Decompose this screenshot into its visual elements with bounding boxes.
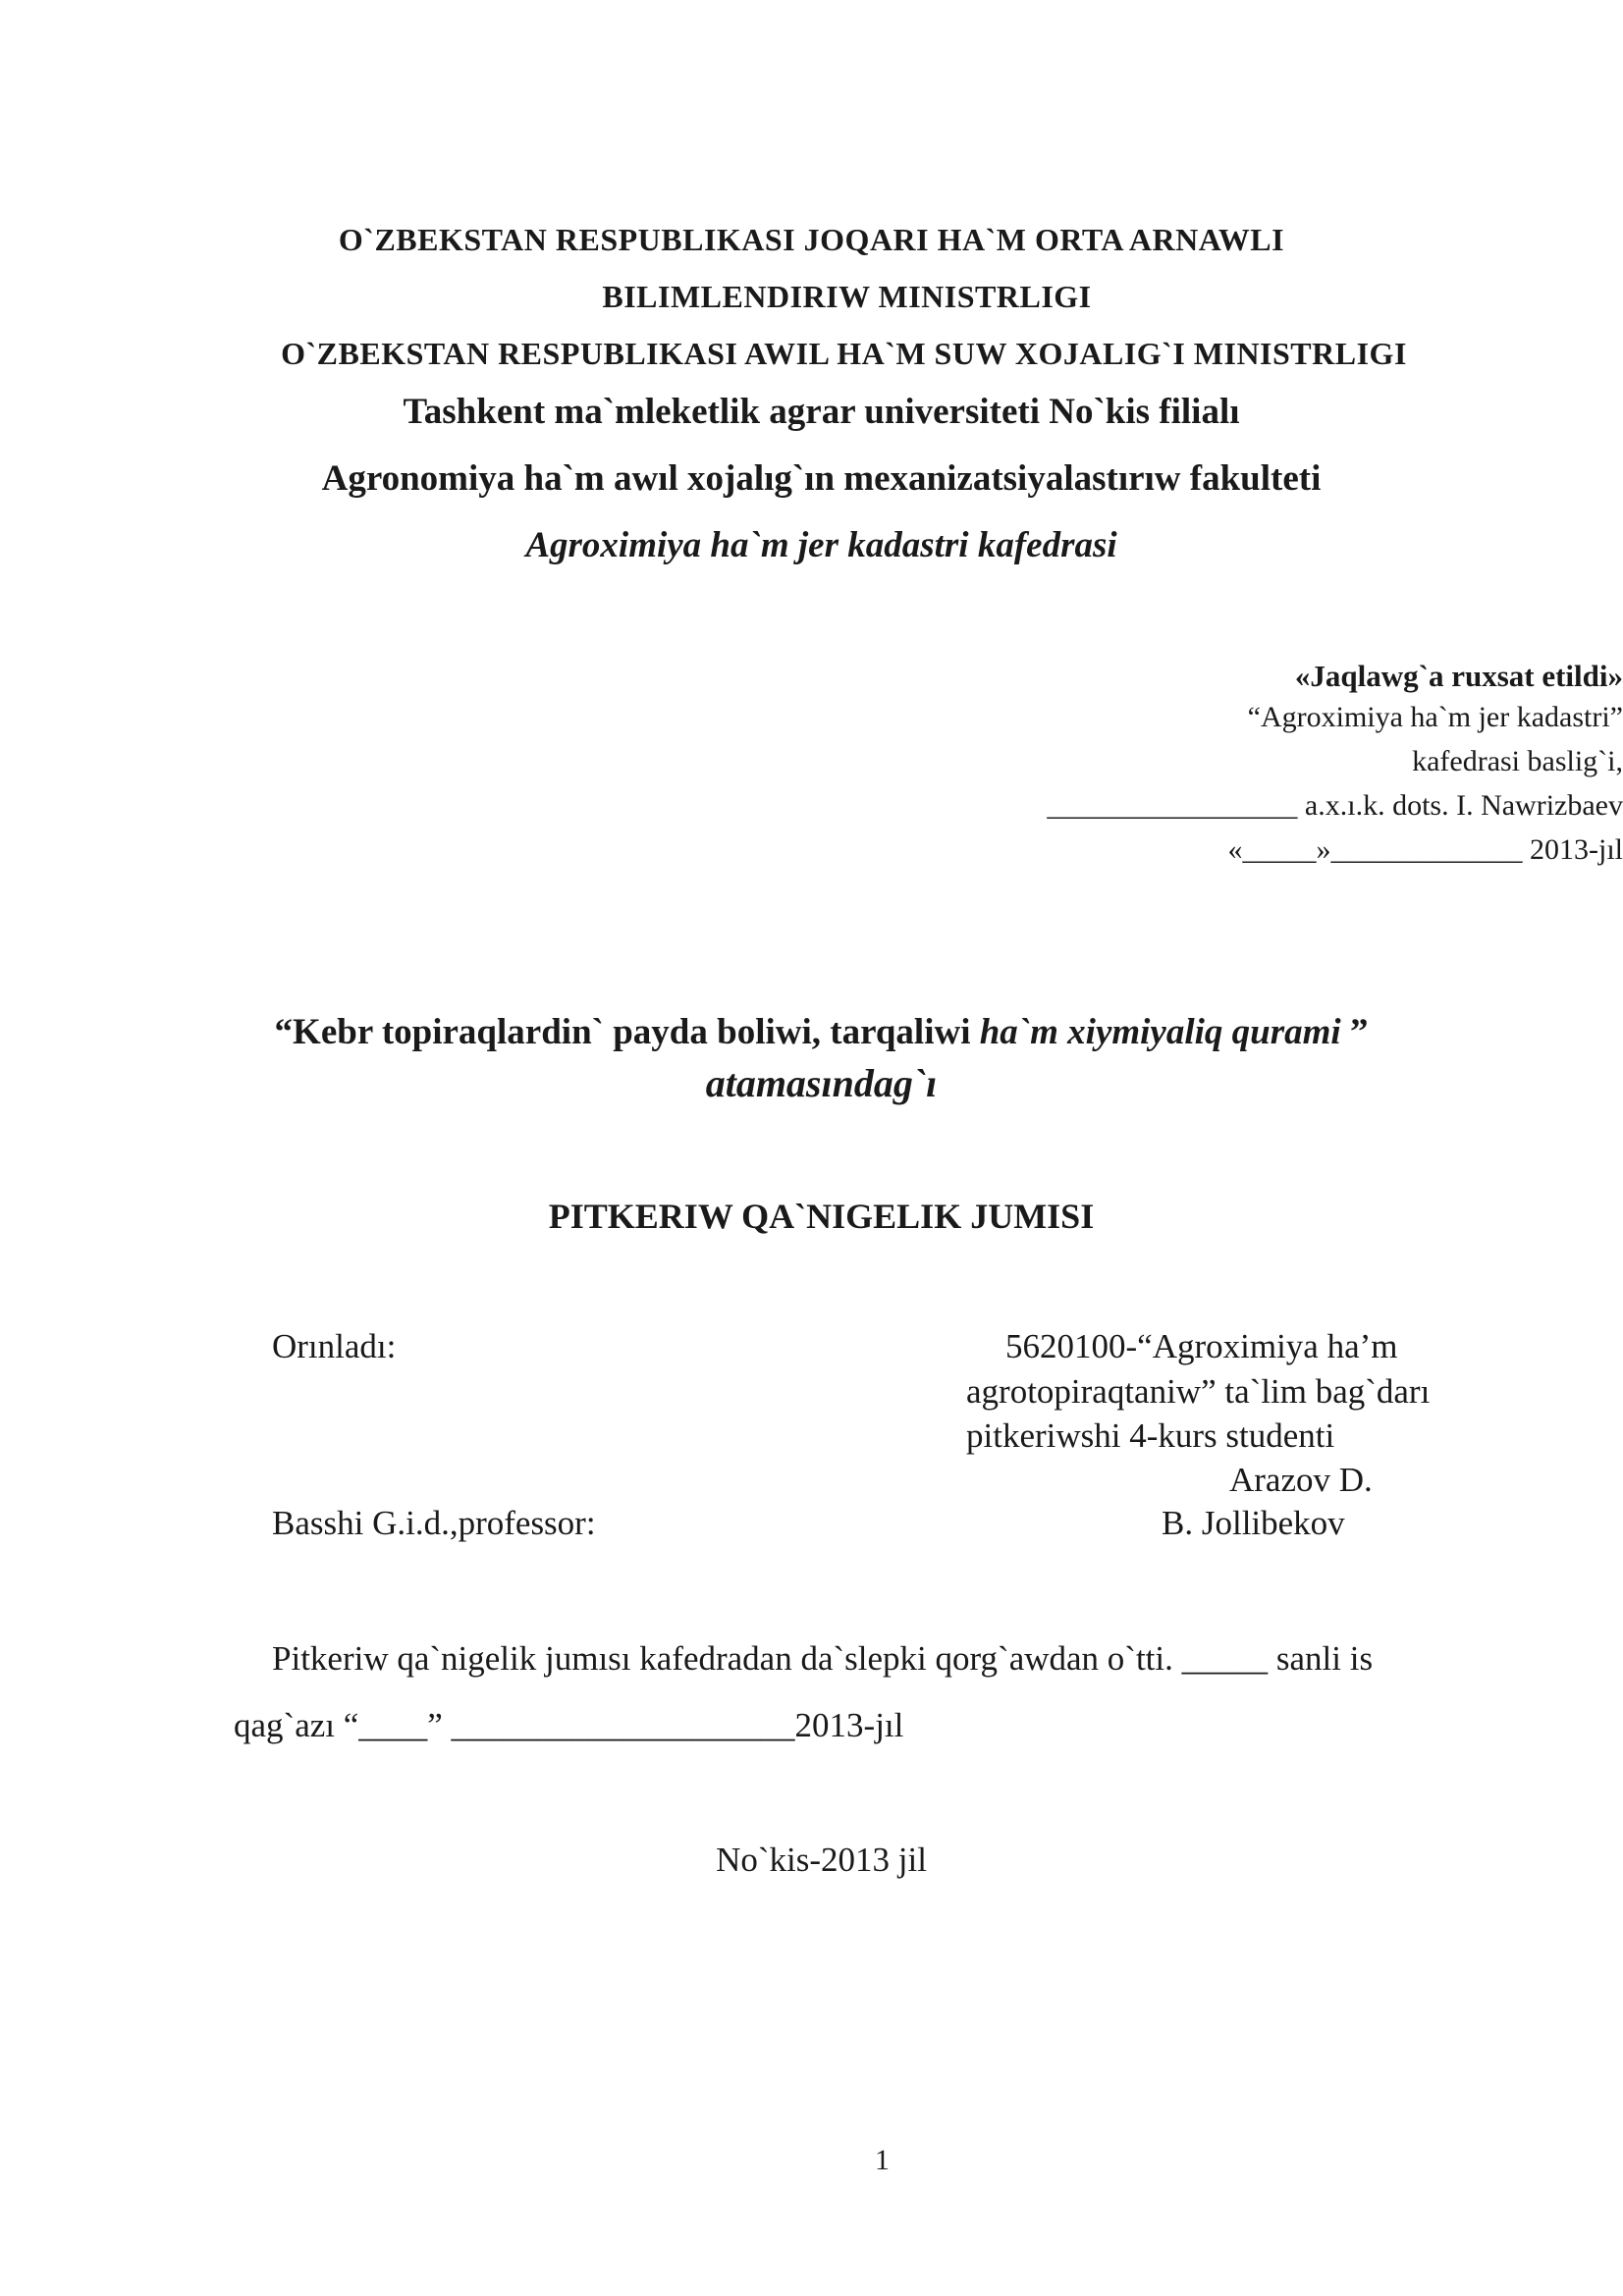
approval-signature-line: _________________ a.x.ı.k. dots. I. Nawrizbaev xyxy=(1047,789,1623,822)
defense-line-1: Pitkeriw qa`nigelik jumısı kafedradan da`slepki qorg`awdan o`tti. _____ sanli is xyxy=(272,1639,1374,1678)
university-name: Tashkent ma`mleketlik agrar universiteti No`kis filialı xyxy=(403,392,1240,432)
ministry-line-3: O`ZBEKSTAN RESPUBLIKASI AWIL HA`M SUW XOJALIG`I MINISTRLIGI xyxy=(281,336,1407,371)
performer-program-line-3: pitkeriwshi 4-kurs studenti xyxy=(966,1416,1335,1455)
performer-name: Arazov D. xyxy=(1229,1461,1373,1499)
approval-line-1: “Agroximiya ha`m jer kadastri” xyxy=(1247,701,1623,733)
performer-label: Orınladı: xyxy=(272,1327,397,1365)
approval-heading: «Jaqlawg`a ruxsat etildi» xyxy=(1294,659,1623,693)
thesis-title-italic-part: ha`m xiymiyaliq qurami xyxy=(979,1012,1341,1052)
thesis-title-line-1 xyxy=(10,1011,1623,1053)
thesis-title-part: “Kebr topiraqlardin` payda boliwi, tarqaliwi xyxy=(274,1012,980,1052)
approval-date-line: «_____»_____________ 2013-jıl xyxy=(1227,833,1623,866)
defense-line-2: qag`azı “____” ____________________2013-jıl xyxy=(234,1706,904,1744)
ministry-line-2: BILIMLENDIRIW MINISTRLIGI xyxy=(602,279,1092,314)
approval-line-2: kafedrasi baslig`i, xyxy=(1412,745,1623,777)
department-name: Agroximiya ha`m jer kadastri kafedrasi xyxy=(525,525,1117,565)
performer-program-line-2: agrotopiraqtaniw” ta`lim bag`darı xyxy=(966,1372,1431,1411)
faculty-name: Agronomiya ha`m awıl xojalıg`ın mexanizatsiyalastırıw fakulteti xyxy=(321,458,1322,499)
place-year: No`kis-2013 jil xyxy=(716,1841,927,1879)
ministry-line-1: O`ZBEKSTAN RESPUBLIKASI JOQARI HA`M ORTA ARNAWLI xyxy=(338,222,1285,257)
thesis-title-closing-quote: ” xyxy=(1340,1012,1369,1052)
work-type-heading: PITKERIW QA`NIGELIK JUMISI xyxy=(548,1197,1095,1236)
supervisor-label: Basshi G.i.d.,professor: xyxy=(272,1504,596,1542)
supervisor-name: B. Jollibekov xyxy=(1162,1504,1345,1542)
thesis-title-line-2: atamasındag`ı xyxy=(705,1061,938,1105)
page-number: 1 xyxy=(875,2144,890,2176)
performer-program-line-1: 5620100-“Agroximiya ha’m xyxy=(1005,1327,1398,1365)
